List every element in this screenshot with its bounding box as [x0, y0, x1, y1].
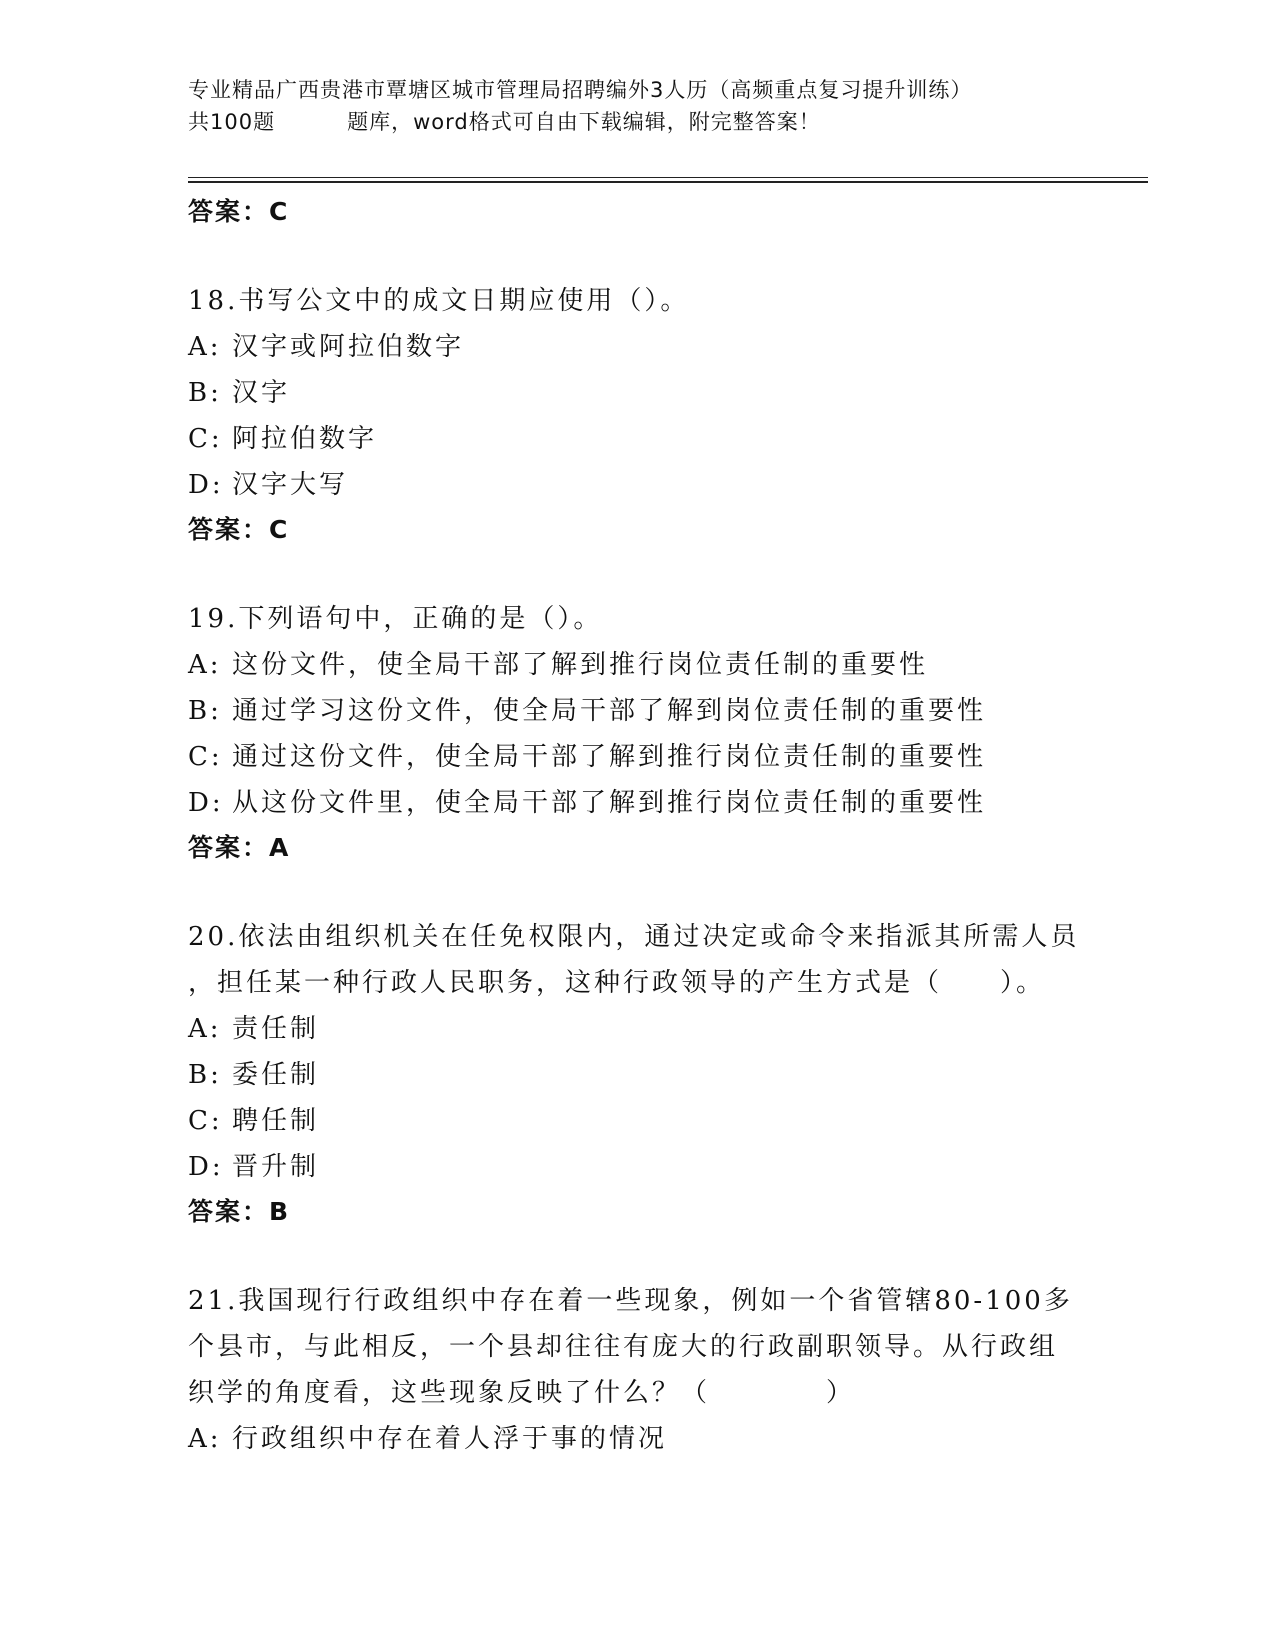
header-format-note: 题库，word格式可自由下载编辑，附完整答案！ — [347, 110, 821, 134]
question-block — [188, 914, 1088, 1234]
question-list — [188, 190, 1088, 1462]
option-text: 汉字 — [232, 378, 291, 408]
answer-option — [188, 462, 1088, 508]
question-text: 织学的角度看，这些现象反映了什么？（ ） — [188, 1378, 856, 1408]
header-subtitle-line — [188, 106, 1088, 138]
answer-option — [188, 642, 1088, 688]
option-text: 晋升制 — [232, 1152, 320, 1182]
answer-option — [188, 1098, 1088, 1144]
question-text: 20.依法由组织机关在任免权限内，通过决定或命令来指派其所需人员 — [188, 922, 1080, 952]
option-text: 通过学习这份文件，使全局干部了解到岗位责任制的重要性 — [232, 696, 987, 726]
option-text: 聘任制 — [232, 1106, 320, 1136]
question-text: 18.书写公文中的成文日期应使用（）。 — [188, 286, 690, 316]
answer-option — [188, 688, 1088, 734]
answer-line: 答案：C — [188, 515, 290, 544]
question-text: 19.下列语句中，正确的是（）。 — [188, 604, 603, 634]
answer-option — [188, 780, 1088, 826]
answer-option — [188, 1144, 1088, 1190]
option-key: B: — [188, 1060, 222, 1090]
answer-option — [188, 1006, 1088, 1052]
document-header — [188, 74, 1088, 138]
option-key: A: — [188, 1424, 222, 1454]
option-text: 汉字或阿拉伯数字 — [232, 332, 465, 362]
option-key: A: — [188, 332, 222, 362]
answer-option — [188, 370, 1088, 416]
question-block — [188, 1278, 1088, 1462]
option-key: D: — [188, 470, 224, 500]
option-key: B: — [188, 696, 222, 726]
option-key: B: — [188, 378, 222, 408]
option-key: C: — [188, 424, 223, 454]
option-key: D: — [188, 788, 224, 818]
question-text: 个县市，与此相反，一个县却往往有庞大的行政副职领导。从行政组 — [188, 1332, 1059, 1362]
option-text: 从这份文件里，使全局干部了解到推行岗位责任制的重要性 — [232, 788, 987, 818]
question-text: 21.我国现行行政组织中存在着一些现象，例如一个省管辖80-100多 — [188, 1286, 1073, 1316]
answer-line: 答案：B — [188, 1197, 291, 1226]
option-text: 汉字大写 — [232, 470, 349, 500]
option-text: 阿拉伯数字 — [232, 424, 378, 454]
answer-option — [188, 1052, 1088, 1098]
answer-option — [188, 324, 1088, 370]
option-text: 行政组织中存在着人浮于事的情况 — [232, 1424, 668, 1454]
answer-option — [188, 1416, 1088, 1462]
header-title-line: 专业精品广西贵港市覃塘区城市管理局招聘编外3人历（高频重点复习提升训练） — [188, 78, 973, 102]
question-block — [188, 596, 1088, 870]
option-key: A: — [188, 1014, 222, 1044]
header-divider-thick — [188, 181, 1148, 183]
previous-answer: 答案：C — [188, 197, 290, 226]
question-block — [188, 278, 1088, 552]
option-text: 责任制 — [232, 1014, 320, 1044]
option-key: A: — [188, 650, 222, 680]
answer-line: 答案：A — [188, 833, 291, 862]
answer-option — [188, 734, 1088, 780]
header-question-count: 共100题 — [188, 110, 276, 134]
option-key: C: — [188, 742, 223, 772]
question-text: ，担任某一种行政人民职务，这种行政领导的产生方式是（ ）。 — [188, 968, 1046, 998]
answer-option — [188, 416, 1088, 462]
option-key: D: — [188, 1152, 224, 1182]
header-divider-thin — [188, 177, 1148, 178]
option-text: 通过这份文件，使全局干部了解到推行岗位责任制的重要性 — [232, 742, 987, 772]
option-text: 这份文件，使全局干部了解到推行岗位责任制的重要性 — [232, 650, 929, 680]
option-key: C: — [188, 1106, 223, 1136]
option-text: 委任制 — [232, 1060, 320, 1090]
